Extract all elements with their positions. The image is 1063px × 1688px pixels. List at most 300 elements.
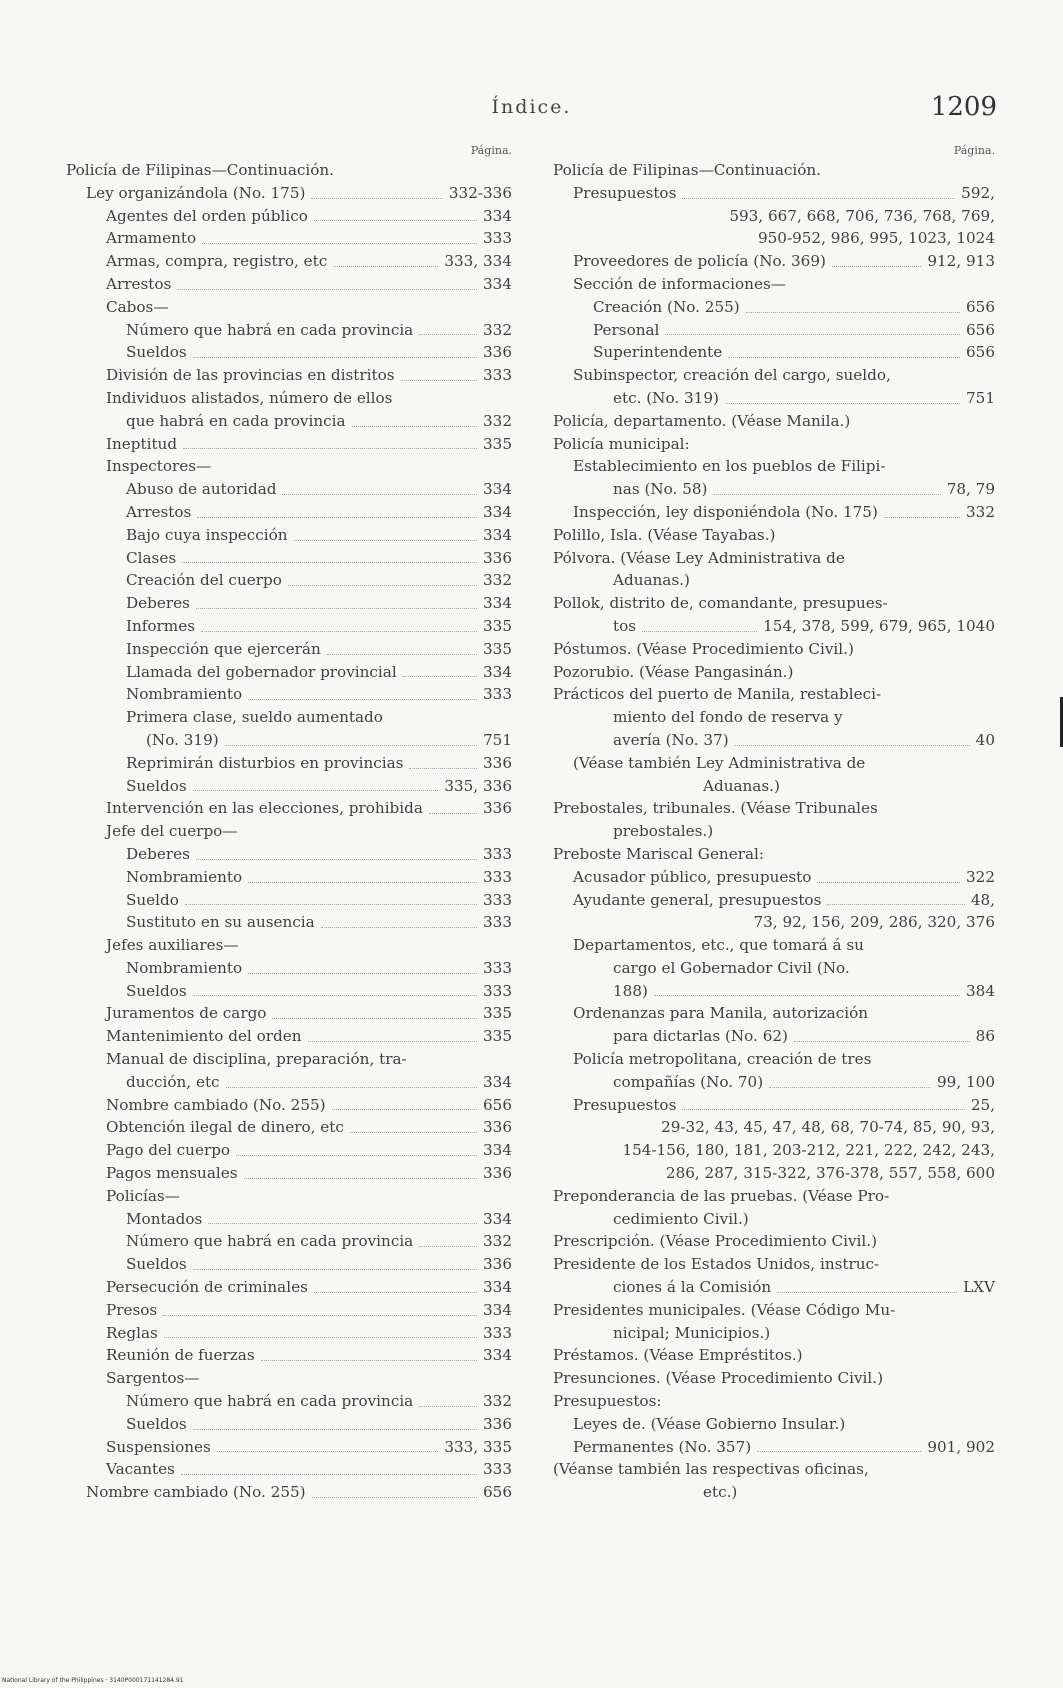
index-entry bbox=[553, 1094, 995, 1117]
index-entry-page: 25, bbox=[970, 1095, 995, 1114]
index-entry-text: Leyes de. (Véase Gobierno Insular.) bbox=[573, 1414, 846, 1433]
dot-leader bbox=[757, 1451, 921, 1452]
index-entry-text: Proveedores de policía (No. 369) bbox=[573, 252, 826, 271]
index-entries-left bbox=[66, 159, 512, 1504]
running-head: Índice. bbox=[491, 96, 572, 118]
index-entry-text: Policía, departamento. (Véase Manila.) bbox=[553, 411, 851, 430]
index-entry bbox=[66, 820, 512, 843]
index-entry-text: cedimiento Civil.) bbox=[613, 1209, 749, 1228]
index-entry-page: 335, 336 bbox=[444, 776, 512, 795]
index-entry-text: Nombramiento bbox=[126, 867, 243, 886]
index-entry bbox=[553, 410, 995, 433]
dot-leader bbox=[350, 1132, 477, 1133]
index-entry-text: 188) bbox=[613, 981, 648, 1000]
dot-leader bbox=[208, 1223, 477, 1224]
index-entry-text: ciones á la Comisión bbox=[613, 1278, 772, 1297]
index-entry-text: Sección de informaciones— bbox=[573, 274, 786, 293]
index-entry-text: Pozorubio. (Véase Pangasinán.) bbox=[553, 662, 794, 681]
index-entry-text: Número que habrá en cada provincia bbox=[126, 1392, 414, 1411]
dot-leader bbox=[419, 1406, 477, 1407]
index-entry-text: Policía metropolitana, creación de tres bbox=[573, 1050, 872, 1069]
index-entry-text: Aduanas.) bbox=[613, 571, 690, 590]
index-entry-page: 334 bbox=[483, 480, 512, 499]
index-entry-text: Montados bbox=[126, 1209, 203, 1228]
dot-leader bbox=[832, 266, 921, 267]
index-entry-page: 384 bbox=[966, 981, 995, 1000]
index-entry bbox=[66, 980, 512, 1003]
index-entry-page: 336 bbox=[483, 1414, 512, 1433]
index-entry-text: Personal bbox=[593, 320, 660, 339]
index-entry-text: Presupuestos bbox=[573, 183, 677, 202]
index-entry bbox=[66, 752, 512, 775]
index-entry bbox=[553, 775, 995, 798]
index-entry bbox=[66, 866, 512, 889]
index-entry-text: que habrá en cada provincia bbox=[126, 411, 346, 430]
index-entry bbox=[66, 638, 512, 661]
index-entry bbox=[553, 706, 995, 729]
index-entry-text: Préstamos. (Véase Empréstitos.) bbox=[553, 1346, 803, 1365]
dot-leader bbox=[164, 1337, 477, 1338]
index-entry bbox=[553, 729, 995, 752]
index-entry-text: Acusador público, presupuesto bbox=[573, 867, 812, 886]
index-entry-page: 336 bbox=[483, 1255, 512, 1274]
index-entry bbox=[553, 1002, 995, 1025]
index-entry-page: 332 bbox=[483, 1232, 512, 1251]
index-entry-text: Manual de disciplina, preparación, tra- bbox=[106, 1050, 407, 1069]
index-entry-text: etc.) bbox=[703, 1483, 738, 1502]
index-entry-page: 656 bbox=[483, 1483, 512, 1502]
index-entry bbox=[553, 478, 995, 501]
index-entry-text: Inspectores— bbox=[106, 457, 212, 476]
index-entry-text: Abuso de autoridad bbox=[126, 480, 277, 499]
index-entry bbox=[66, 934, 512, 957]
dot-leader bbox=[311, 198, 442, 199]
index-entry bbox=[553, 843, 995, 866]
index-entry bbox=[553, 182, 995, 205]
index-entry-text: Preboste Mariscal General: bbox=[553, 844, 764, 863]
index-entry-text: Obtención ilegal de dinero, etc bbox=[106, 1118, 344, 1137]
index-entry-page: 901, 902 bbox=[927, 1437, 995, 1456]
index-entry-text: Reglas bbox=[106, 1323, 158, 1342]
index-entry-page: 334 bbox=[483, 206, 512, 225]
index-entry-page: 333 bbox=[483, 913, 512, 932]
index-entry bbox=[66, 159, 512, 182]
index-entry bbox=[66, 1230, 512, 1253]
index-entry-text: Permanentes (No. 357) bbox=[573, 1437, 752, 1456]
index-entry bbox=[66, 1139, 512, 1162]
index-entry bbox=[553, 1344, 995, 1367]
index-entry-page: 336 bbox=[483, 1164, 512, 1183]
index-entry-text: Mantenimiento del orden bbox=[106, 1027, 302, 1046]
index-entry bbox=[66, 1367, 512, 1390]
index-entry bbox=[553, 1048, 995, 1071]
index-entry-page: 332 bbox=[483, 1392, 512, 1411]
dot-leader bbox=[226, 1087, 477, 1088]
index-entry bbox=[553, 1025, 995, 1048]
index-entry bbox=[66, 296, 512, 319]
index-entry bbox=[66, 455, 512, 478]
dot-leader bbox=[794, 1041, 970, 1042]
index-entry bbox=[66, 843, 512, 866]
index-entry bbox=[553, 934, 995, 957]
dot-leader bbox=[884, 517, 960, 518]
index-entry-text: Subinspector, creación del cargo, sueldo, bbox=[573, 366, 891, 385]
index-entry-page: 334 bbox=[483, 1278, 512, 1297]
dot-leader bbox=[248, 699, 477, 700]
dot-leader bbox=[429, 813, 477, 814]
index-entry bbox=[66, 592, 512, 615]
dot-leader bbox=[225, 745, 477, 746]
index-entry-text: Pollok, distrito de, comandante, presupues- bbox=[553, 594, 888, 613]
index-entry bbox=[553, 797, 995, 820]
dot-leader bbox=[202, 243, 477, 244]
index-entry bbox=[553, 1230, 995, 1253]
dot-leader bbox=[288, 585, 477, 586]
index-entry bbox=[66, 341, 512, 364]
index-entry-text: Nombramiento bbox=[126, 958, 243, 977]
index-entry bbox=[66, 501, 512, 524]
index-entry-page: 333 bbox=[483, 981, 512, 1000]
index-entry-text: Armas, compra, registro, etc bbox=[106, 252, 328, 271]
index-entry-text: Persecución de criminales bbox=[106, 1278, 308, 1297]
index-entry-page: 335 bbox=[483, 639, 512, 658]
index-entry-page: 334 bbox=[483, 502, 512, 521]
dot-leader bbox=[419, 334, 477, 335]
dot-leader bbox=[321, 927, 477, 928]
index-entry-page: 333 bbox=[483, 890, 512, 909]
index-entry bbox=[66, 706, 512, 729]
index-entry bbox=[66, 1458, 512, 1481]
index-entry-text: Clases bbox=[126, 548, 177, 567]
index-entry bbox=[553, 866, 995, 889]
index-entry bbox=[553, 820, 995, 843]
index-entry-page: 334 bbox=[483, 1141, 512, 1160]
index-entry-text: (No. 319) bbox=[146, 730, 219, 749]
index-entry-text: Sueldos bbox=[126, 981, 187, 1000]
index-entry bbox=[66, 797, 512, 820]
index-entry-text: Número que habrá en cada provincia bbox=[126, 320, 414, 339]
index-entry bbox=[66, 1025, 512, 1048]
dot-leader bbox=[403, 676, 477, 677]
index-entry-text: Prebostales, tribunales. (Véase Tribunales bbox=[553, 799, 878, 818]
index-entry-text: Sueldos bbox=[126, 1414, 187, 1433]
dot-leader bbox=[314, 1292, 477, 1293]
index-entry bbox=[553, 1458, 995, 1481]
index-entry bbox=[553, 1253, 995, 1276]
index-column-right bbox=[553, 143, 995, 1504]
index-entry-text: nicipal; Municipios.) bbox=[613, 1323, 771, 1342]
index-entry bbox=[66, 615, 512, 638]
index-entry-page: 333 bbox=[483, 1460, 512, 1479]
index-entry bbox=[553, 661, 995, 684]
index-entry-text: Bajo cuya inspección bbox=[126, 525, 288, 544]
index-entry-text: Sustituto en su ausencia bbox=[126, 913, 315, 932]
index-entry bbox=[66, 661, 512, 684]
index-entry-page: 332 bbox=[483, 320, 512, 339]
index-entry-page: 99, 100 bbox=[937, 1072, 995, 1091]
index-entry bbox=[66, 957, 512, 980]
index-entry-text: Agentes del orden público bbox=[106, 206, 308, 225]
index-entry-text: tos bbox=[613, 616, 637, 635]
index-entry bbox=[553, 752, 995, 775]
index-entry-text: nas (No. 58) bbox=[613, 480, 708, 499]
index-entry bbox=[66, 433, 512, 456]
index-entry bbox=[66, 410, 512, 433]
dot-leader bbox=[196, 859, 477, 860]
index-entry-page-continuation: 73, 92, 156, 209, 286, 320, 376 bbox=[753, 913, 995, 932]
index-entry bbox=[553, 159, 995, 182]
index-entry-text: Creación del cuerpo bbox=[126, 571, 282, 590]
index-entry bbox=[66, 1413, 512, 1436]
index-entry bbox=[66, 1299, 512, 1322]
index-entry-page: 333 bbox=[483, 958, 512, 977]
index-entry-page: 332 bbox=[483, 571, 512, 590]
index-entry-text: Ayudante general, presupuestos bbox=[573, 890, 822, 909]
index-entry bbox=[553, 980, 995, 1003]
index-entry-text: Presunciones. (Véase Procedimiento Civil.) bbox=[553, 1369, 884, 1388]
index-entry-text: Ineptitud bbox=[106, 434, 178, 453]
index-entry bbox=[553, 1322, 995, 1345]
index-entry-text: Sueldos bbox=[126, 343, 187, 362]
index-entry-page: 656 bbox=[483, 1095, 512, 1114]
index-entry-text: Inspección, ley disponiéndola (No. 175) bbox=[573, 502, 878, 521]
index-entry-text: Número que habrá en cada provincia bbox=[126, 1232, 414, 1251]
index-entry bbox=[66, 1390, 512, 1413]
index-entry-text: Armamento bbox=[106, 229, 197, 248]
index-entry-page: 333, 335 bbox=[444, 1437, 512, 1456]
dot-leader bbox=[642, 631, 757, 632]
index-entry bbox=[66, 205, 512, 228]
index-entry bbox=[66, 1071, 512, 1094]
index-entry-text: Intervención en las elecciones, prohibida bbox=[106, 799, 423, 818]
dot-leader bbox=[654, 995, 960, 996]
index-entry-page-continuation: 950-952, 986, 995, 1023, 1024 bbox=[757, 229, 995, 248]
index-entry-text: Nombramiento bbox=[126, 685, 243, 704]
dot-leader bbox=[401, 380, 477, 381]
index-entry-text: Prescripción. (Véase Procedimiento Civil.) bbox=[553, 1232, 878, 1251]
index-entry bbox=[66, 1116, 512, 1139]
index-entry-text: prebostales.) bbox=[613, 822, 714, 841]
index-entry-text: Presos bbox=[106, 1300, 158, 1319]
index-entry-page: 332-336 bbox=[448, 183, 512, 202]
index-entry-page: 48, bbox=[970, 890, 995, 909]
index-entry-text: compañías (No. 70) bbox=[613, 1072, 764, 1091]
index-entry-text: para dictarlas (No. 62) bbox=[613, 1027, 788, 1046]
index-entry-page: 334 bbox=[483, 662, 512, 681]
index-column-left bbox=[66, 143, 512, 1504]
index-entry bbox=[553, 683, 995, 706]
dot-leader bbox=[181, 1474, 477, 1475]
dot-leader bbox=[769, 1087, 931, 1088]
index-entry bbox=[553, 547, 995, 570]
dot-leader bbox=[294, 540, 477, 541]
index-entry bbox=[553, 1436, 995, 1459]
index-entry-page: 592, bbox=[961, 183, 995, 202]
index-entry-text: Reprimirán disturbios en provincias bbox=[126, 753, 404, 772]
index-entry bbox=[66, 547, 512, 570]
index-entry-page: 335 bbox=[483, 434, 512, 453]
index-entry-text: etc. (No. 319) bbox=[613, 388, 719, 407]
index-entry bbox=[66, 1344, 512, 1367]
dot-leader bbox=[352, 426, 477, 427]
index-entry bbox=[553, 319, 995, 342]
index-entry-text: Establecimiento en los pueblos de Filipi- bbox=[573, 457, 886, 476]
index-entry bbox=[553, 1390, 995, 1413]
dot-leader bbox=[272, 1018, 477, 1019]
index-entry bbox=[553, 1481, 995, 1504]
index-entries-right bbox=[553, 159, 995, 1504]
index-entry-page: 333 bbox=[483, 867, 512, 886]
dot-leader bbox=[725, 403, 960, 404]
index-entry-text: Sueldos bbox=[126, 776, 187, 795]
index-entry-page: 334 bbox=[483, 1209, 512, 1228]
index-entry-text: Presidentes municipales. (Véase Código Mu- bbox=[553, 1300, 896, 1319]
index-entry-text: Primera clase, sueldo aumentado bbox=[126, 708, 383, 727]
index-entry-text: Jefes auxiliares— bbox=[106, 936, 239, 955]
index-entry bbox=[553, 273, 995, 296]
index-entry-page: 751 bbox=[966, 388, 995, 407]
index-entry-page: 656 bbox=[966, 320, 995, 339]
index-entry-page: 656 bbox=[966, 343, 995, 362]
index-entry-page: 336 bbox=[483, 753, 512, 772]
index-entry bbox=[66, 1253, 512, 1276]
dot-leader bbox=[308, 1041, 477, 1042]
index-entry-text: Presupuestos: bbox=[553, 1392, 662, 1411]
dot-leader bbox=[248, 882, 477, 883]
index-entry bbox=[66, 1185, 512, 1208]
index-entry-page: 78, 79 bbox=[946, 480, 995, 499]
index-entry-text: (Véase también Ley Administrativa de bbox=[573, 753, 866, 772]
index-entry bbox=[553, 433, 995, 456]
dot-leader bbox=[193, 790, 439, 791]
index-entry-page: 334 bbox=[483, 1346, 512, 1365]
dot-leader bbox=[665, 334, 960, 335]
index-entry bbox=[553, 1276, 995, 1299]
dot-leader bbox=[193, 995, 477, 996]
index-entry-page: 751 bbox=[483, 730, 512, 749]
index-entry bbox=[553, 569, 995, 592]
index-entry bbox=[66, 319, 512, 342]
index-entry-page-continuation: 154-156, 180, 181, 203-212, 221, 222, 242, 243, bbox=[622, 1141, 995, 1160]
dot-leader bbox=[312, 1497, 477, 1498]
index-entry-text: avería (No. 37) bbox=[613, 730, 729, 749]
dot-leader bbox=[333, 266, 438, 267]
dot-leader bbox=[682, 198, 955, 199]
index-entry bbox=[66, 911, 512, 934]
index-entry bbox=[66, 1162, 512, 1185]
index-entry bbox=[553, 1413, 995, 1436]
dot-leader bbox=[735, 745, 970, 746]
index-entry-text: Sueldo bbox=[126, 890, 179, 909]
index-entry-page: 336 bbox=[483, 799, 512, 818]
index-entry-text: Policía municipal: bbox=[553, 434, 690, 453]
index-entry-text: Jefe del cuerpo— bbox=[106, 822, 238, 841]
index-entry bbox=[553, 296, 995, 319]
index-entry bbox=[66, 1208, 512, 1231]
dot-leader bbox=[261, 1360, 477, 1361]
index-entry bbox=[66, 889, 512, 912]
index-entry-text: Preponderancia de las pruebas. (Véase Pro- bbox=[553, 1186, 890, 1205]
dot-leader bbox=[248, 973, 477, 974]
dot-leader bbox=[177, 289, 477, 290]
dot-leader bbox=[244, 1178, 477, 1179]
index-entry-text: Aduanas.) bbox=[703, 776, 780, 795]
index-entry bbox=[553, 501, 995, 524]
index-entry-page-continuation: 593, 667, 668, 706, 736, 768, 769, bbox=[729, 206, 995, 225]
index-entry bbox=[553, 1367, 995, 1390]
index-entry-page: 912, 913 bbox=[927, 252, 995, 271]
dot-leader bbox=[282, 494, 477, 495]
index-entry bbox=[66, 524, 512, 547]
index-entry-page: 334 bbox=[483, 1072, 512, 1091]
index-entry bbox=[66, 1481, 512, 1504]
index-entry-text: Pólvora. (Véase Ley Administrativa de bbox=[553, 548, 845, 567]
index-entry-page: 334 bbox=[483, 274, 512, 293]
index-entry bbox=[553, 638, 995, 661]
index-entry-page: 336 bbox=[483, 1118, 512, 1137]
index-entry-page: 334 bbox=[483, 525, 512, 544]
dot-leader bbox=[419, 1246, 477, 1247]
index-entry bbox=[66, 1094, 512, 1117]
index-entry bbox=[553, 1185, 995, 1208]
index-entry-page: 322 bbox=[966, 867, 995, 886]
dot-leader bbox=[746, 312, 960, 313]
index-entry bbox=[553, 341, 995, 364]
index-entry bbox=[553, 1208, 995, 1231]
index-entry-text: Vacantes bbox=[106, 1460, 175, 1479]
index-entry-page: 336 bbox=[483, 548, 512, 567]
index-entry bbox=[66, 569, 512, 592]
index-entry-text: Creación (No. 255) bbox=[593, 297, 740, 316]
dot-leader bbox=[197, 517, 477, 518]
index-entry-page: 332 bbox=[483, 411, 512, 430]
pagina-label: Página. bbox=[953, 144, 995, 157]
index-entry bbox=[553, 889, 995, 912]
dot-leader bbox=[201, 631, 477, 632]
index-entry-text: Informes bbox=[126, 616, 195, 635]
index-entry-text: Policía de Filipinas—Continuación. bbox=[66, 161, 334, 179]
index-entry bbox=[66, 683, 512, 706]
index-entry-page: 333 bbox=[483, 685, 512, 704]
index-entry bbox=[66, 250, 512, 273]
index-entry-text: Ley organizándola (No. 175) bbox=[86, 183, 306, 202]
dot-leader bbox=[827, 904, 964, 905]
index-entry-text: Policías— bbox=[106, 1186, 180, 1205]
index-entry-text: Policía de Filipinas—Continuación. bbox=[553, 161, 821, 179]
index-entry-page: 333, 334 bbox=[444, 252, 512, 271]
index-entry-text: Pagos mensuales bbox=[106, 1164, 238, 1183]
index-entry-text: miento del fondo de reserva y bbox=[613, 708, 843, 727]
index-entry bbox=[66, 364, 512, 387]
index-entry bbox=[553, 250, 995, 273]
index-entry-page: 40 bbox=[975, 730, 995, 749]
dot-leader bbox=[327, 654, 477, 655]
index-entry-page: 333 bbox=[483, 229, 512, 248]
index-entry-page: LXV bbox=[963, 1278, 995, 1297]
index-entry bbox=[66, 182, 512, 205]
index-entry-text: Nombre cambiado (No. 255) bbox=[106, 1095, 326, 1114]
index-entry bbox=[553, 524, 995, 547]
index-entry bbox=[553, 364, 995, 387]
dot-leader bbox=[817, 882, 960, 883]
footer-caption: National Library of the Philippines · 3140P000171141284.91 bbox=[2, 1677, 184, 1684]
dot-leader bbox=[196, 608, 477, 609]
index-entry-text: (Véanse también las respectivas oficinas, bbox=[553, 1460, 869, 1479]
index-entry-text: División de las provincias en distritos bbox=[106, 366, 395, 385]
dot-leader bbox=[314, 220, 477, 221]
index-entry bbox=[66, 775, 512, 798]
index-entry-text: Arrestos bbox=[106, 274, 172, 293]
